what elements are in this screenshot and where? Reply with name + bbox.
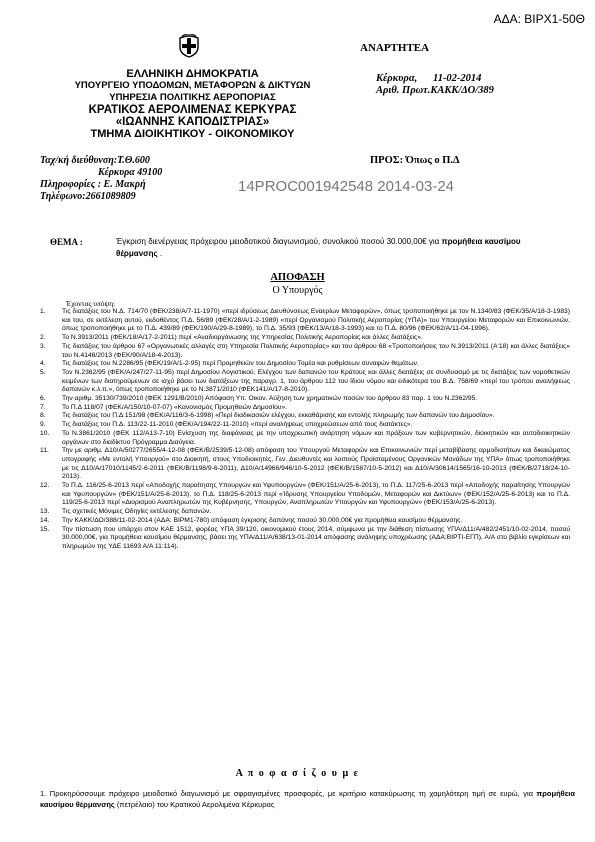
item-text: Το Π.Δ. 116/25-6-2013 περί «Αποδοχής παραίτησης Υπουργών και Υφυπουργών» (ΦΕΚ/151/Α/25-6-2013), το Π.Δ. 117/25-6-2013 περί «Αποδοχής παραίτησης Υπουργών και Υφυπουργών» (ΦΕΚ/151/Α/25-6-2013), το Π.Δ. 118/25-6-2013 περί «Ίδρυσης Υπουργείου Υποδομών, Μεταφορών και Δικτύων» (ΦΕΚ/152/Α/25-6-2013) και το Π.Δ. 119/25-6-2013 περί «Διορισμού Αναπληρωτών της Κυβέρνησης, Υπουργών, Αναπληρωτών Υπουργών και Υφυπουργών» (ΦΕΚ/153/Α/25-6-2013). bbox=[62, 482, 570, 507]
postal-city: Κέρκυρα 49100 bbox=[98, 167, 163, 178]
item-number: 7. bbox=[40, 403, 46, 411]
item-number: 9. bbox=[40, 421, 46, 429]
item-text: Τις διατάξεις του Π.Δ 151/98 (ΦΕΚ/Α/116/3-6-1998) «Περί διαδικασιών ελέγχου, εκκαθάρισης και εντολής πληρωμής των δαπανών του Δημοσίου». bbox=[62, 412, 495, 420]
subject-text-main: Έγκριση διενέργειας πρόχειρου μειοδοτικού διαγωνισμού, συνολικού ποσού 30.000,00€ για bbox=[116, 237, 442, 246]
list-item bbox=[40, 343, 570, 360]
letterhead bbox=[50, 68, 335, 140]
item-text: Τις διατάξεις του άρθρου 67 «Οργανωτικές αλλαγές στη Υπηρεσία Πολιτικής Αεροπορίας» και του άρθρου 68 «Τροποποιήσεις του Ν.3913/2011 (Α'18) και άλλες διατάξεις» του Ν.4146/2013 (ΦΕΚ/90/Α/18-4-2013). bbox=[62, 342, 570, 359]
item-text: Τις σχετικές Μόνιμες Οδηγίες εκτέλεσης δαπανών. bbox=[62, 508, 212, 516]
greek-coat-of-arms-icon bbox=[178, 34, 200, 58]
list-item bbox=[40, 308, 570, 334]
item-number: 1. bbox=[40, 308, 46, 315]
item-text: Τον Ν.2362/95 (ΦΕΚ/Α/247/27-11-95) περί Δημοσίου Λογιστικού, Ελέγχου των δαπανών του Κράτους και άλλες διατάξεις σε συνδυασμό με τις διατάξεις των νομοθετικών κειμένων των διατηρούμενων σε ισχύ βάσει των διατάξεων της παραγρ. 1, του άρθρου 112 του ίδιου νόμου και ειδικότερα του Β.Δ. 758/69 «περί του τρόπου αναλήψεως δαπανών κ.λ.π.», όπως τροποποιήθηκε με το Ν.3871/2010 (ΦΕΚ141/Α/17-8-2010). bbox=[62, 368, 570, 394]
item-number: 14. bbox=[40, 516, 50, 524]
item-number: 5. bbox=[40, 368, 46, 376]
item-number: 12. bbox=[40, 482, 50, 490]
list-item bbox=[40, 369, 570, 395]
postal-address: Ταχ/κή διεύθυνση:Τ.Θ.600 bbox=[40, 155, 150, 166]
item-text: Το Ν.3913/2011 (ΦΕΚ/18/Α/17-2-2011) περί «Αναδιοργάνωσης της Υπηρεσίας Πολιτικής Αεροπορίας και άλλες διατάξεις». bbox=[62, 334, 423, 342]
date-protocol-block bbox=[376, 73, 494, 97]
list-item bbox=[40, 412, 570, 421]
item-text: Την πίστωση που υπάρχει στον ΚΑΕ 1512, φορέας ΥΠΑ 39/120, οικονομικού έτους 2014, σύμφωνα με την διάθεση πίστωσης ΥΠΑ/Δ11/Α/482/2451/10-02-2014, ποσού 30.000,00€, για προμήθεια καυσίμου θέρμανσης, βάσει της ΥΠΑ/Δ11/Α/638/13-01-2014 απόφασης ανάληψης υποχρέωσης (ΑΔΑ:ΒΙΡΤΙ-ΕΓΠ), Α/Α στο βιβλίο εγκρίσεων και πληρωμών της ΥΔΕ 11693 Α/Α 11:114). bbox=[62, 525, 570, 550]
registry-stamp: 14PROC001942548 2014-03-24 bbox=[238, 178, 454, 195]
recipient-line: ΠΡΟΣ: Όπως ο Π.Δ bbox=[370, 155, 460, 166]
item-text: Το Ν.3861/2010 (ΦΕΚ 112/Α13-7-10) Ενίσχυση της διαφάνειας με την υποχρεωτική ανάρτηση νόμων και πράξεων των κυβερνητικών, διοικητικών και αυτοδιοικητικών οργάνων στο διαδίκτυο Πρόγραμμα Διαύγεια. bbox=[62, 429, 570, 446]
list-item bbox=[40, 395, 570, 404]
item-text: Το Π.Δ 118/07 (ΦΕΚ/Α/150/10-07-07) «Κανονισμός Προμηθειών Δημοσίου». bbox=[62, 403, 288, 411]
item-number: 10. bbox=[40, 429, 50, 437]
item-number: 6. bbox=[40, 395, 46, 403]
item-text: Την με αριθμ. Δ10/Α/50277/2655/4-12-08 (ΦΕΚ/Β/2539/5-12-08) απόφαση του Υπουργού Μεταφορών και Επικοινωνιών περί μεταβίβασης αρμοδιοτήτων και δικαιώματος υπογραφής «Με εντολή Υπουργού» στο Διοικητή, στους Υποδιοικητές, Γεν. Διευθυντές και λοιπούς Προϊσταμένους Οργανικών Μονάδων της ΥΠΑ» όπως τροποποιήθηκε με τις Δ10/Α/17010/1145/2-6-2011 (ΦΕΚ/Β/1198/9-6-2011), Δ10/Α/14966/946/10-5-2012 (ΦΕΚ/Β/1587/10-5-2012) και Δ10/Α/30614/1565/16-10-2013 (ΦΕΚ/Β/2718/24-10-2013). bbox=[62, 447, 570, 481]
list-item bbox=[40, 360, 570, 369]
decision-text-pre: 1. Προκηρύσσουμε πρόχειρο μειοδοτικό διαγωνισμό με σφραγισμένες προσφορές, με κριτήριο κατακύρωσης τη χαμηλότερη τιμή σε ευρώ, για bbox=[40, 789, 537, 798]
item-text: Την ΚΑΚΚ/ΔΟ/388/11-02-2014 (ΑΔΑ: ΒΙΡΜ1-780) απόφαση έγκρισης δαπάνης ποσού 30.000,00€ για προμήθεια καυσίμου θέρμανσης. bbox=[62, 516, 463, 524]
item-text: Τις διατάξεις του Ν.2286/95 (ΦΕΚ/19/Α/1-2-95) περί Προμηθειών του Δημοσίου Τομέα και ρυθμίσεων συναφών θεμάτων. bbox=[62, 360, 419, 368]
subject-block bbox=[50, 236, 570, 260]
list-item bbox=[40, 517, 570, 526]
we-decide-heading: Α π ο φ α σ ί ζ ο υ μ ε bbox=[235, 768, 360, 779]
subject-text-end: . bbox=[157, 249, 163, 258]
decision-text-post: (πετρέλαιο) του Κρατικού Αερολιμένα Κέρκυρας bbox=[114, 800, 275, 809]
item-number: 2. bbox=[40, 334, 46, 342]
date-line: Κέρκυρα, 11-02-2014 bbox=[376, 73, 482, 84]
item-text: Τις διατάξεις του Ν.Δ. 714/70 (ΦΕΚ/238/Α/7-11-1970) «περί ιδρύσεως Διευθύνσεως Εναερίων Μεταφορών», όπως τροποποιήθηκε με τον Ν.1340/83 (ΦΕΚ/35/Α/18-3-1983) και του, σε εκτέλεση αυτού, εκδοθέντος Π.Δ. 56/89 (ΦΕΚ/28/Α/1-2-1989) «περί Οργανισμού Πολιτικής Αεροπορίας (ΥΠΑ)» του Υπουργείου Μεταφορών και Επικοινωνιών, όπως τροποποιήθηκε με το Π.Δ. 439/89 (ΦΕΚ/190/Α/29-8-1989), το Π.Δ. 35/93 (ΦΕΚ/13/Α/18-3-1993) και το Π.Δ. 80/96 (ΦΕΚ/62/Α/11-04-1996). bbox=[62, 308, 570, 333]
subject-text-bold: προμήθεια καυσίμου θέρμανσης bbox=[116, 237, 521, 258]
list-item bbox=[40, 508, 570, 517]
header-service: ΥΠΗΡΕΣΙΑ ΠΟΛΙΤΙΚΗΣ ΑΕΡΟΠΟΡΙΑΣ bbox=[109, 92, 276, 103]
header-department: ΤΜΗΜΑ ΔΙΟΙΚΗΤΙΚΟΥ - ΟΙΚΟΝΟΜΙΚΟΥ bbox=[90, 128, 295, 140]
minister-line: Ο Υπουργός bbox=[272, 285, 323, 296]
list-item bbox=[40, 482, 570, 508]
contact-block bbox=[40, 155, 162, 203]
item-text: Τις διατάξεις του Π.Δ. 113/22-11-2010 (ΦΕΚ/Α/194/22-11-2010) «περί αναλήψεως υποχρεώσεων από τους διατάκτες». bbox=[62, 421, 413, 429]
item-number: 15. bbox=[40, 525, 50, 533]
item-text: Την αριθμ. 35130/739/2010 (ΦΕΚ 1291/Β/2010) Απόφαση Υπ. Οικον. Αύξηση των χρηματικών ποσών του άρθρου 83 παρ. 1 του Ν.2362/95. bbox=[62, 395, 478, 403]
info-contact: Πληροφορίες : Ε. Μακρή bbox=[40, 179, 146, 190]
header-airport: ΚΡΑΤΙΚΟΣ ΑΕΡΟΛΙΜΕΝΑΣ ΚΕΡΚΥΡΑΣ bbox=[88, 104, 297, 116]
item-number: 13. bbox=[40, 508, 50, 516]
list-item bbox=[40, 526, 570, 552]
list-item bbox=[40, 447, 570, 482]
considering-line: Έχοντας υπόψη: bbox=[66, 299, 116, 308]
header-ministry: ΥΠΟΥΡΓΕΙΟ ΥΠΟΔΟΜΩΝ, ΜΕΤΑΦΟΡΩΝ & ΔΙΚΤΥΩΝ bbox=[74, 80, 311, 91]
header-airport-name: «ΙΩΑΝΝΗΣ ΚΑΠΟΔΙΣΤΡΙΑΣ» bbox=[115, 116, 270, 128]
item-number: 11. bbox=[40, 447, 49, 455]
list-item bbox=[40, 430, 570, 447]
header-republic: ΕΛΛΗΝΙΚΗ ΔΗΜΟΚΡΑΤΙΑ bbox=[126, 68, 259, 80]
ada-code: ΑΔΑ: ΒΙΡΧ1-50Θ bbox=[493, 12, 585, 26]
list-item bbox=[40, 421, 570, 430]
item-number: 3. bbox=[40, 342, 46, 350]
item-number: 8. bbox=[40, 412, 46, 420]
item-number: 4. bbox=[40, 360, 46, 368]
subject-label: ΘΕΜΑ : bbox=[50, 237, 83, 247]
considerations-list bbox=[40, 308, 570, 552]
phone-number: Τηλέφωνο:2661089809 bbox=[40, 191, 136, 202]
posting-label: ΑΝΑΡΤΗΤΕΑ bbox=[360, 42, 430, 54]
decision-title: ΑΠΟΦΑΣΗ bbox=[270, 272, 325, 283]
subject-text bbox=[116, 236, 556, 260]
decision-paragraph bbox=[40, 788, 575, 810]
list-item bbox=[40, 334, 570, 343]
protocol-number: Αριθ. Πρωτ.ΚΑΚΚ/ΔΟ/389 bbox=[376, 85, 494, 96]
decision-text-bold: προμήθεια καυσίμου θέρμανσης bbox=[40, 789, 575, 809]
